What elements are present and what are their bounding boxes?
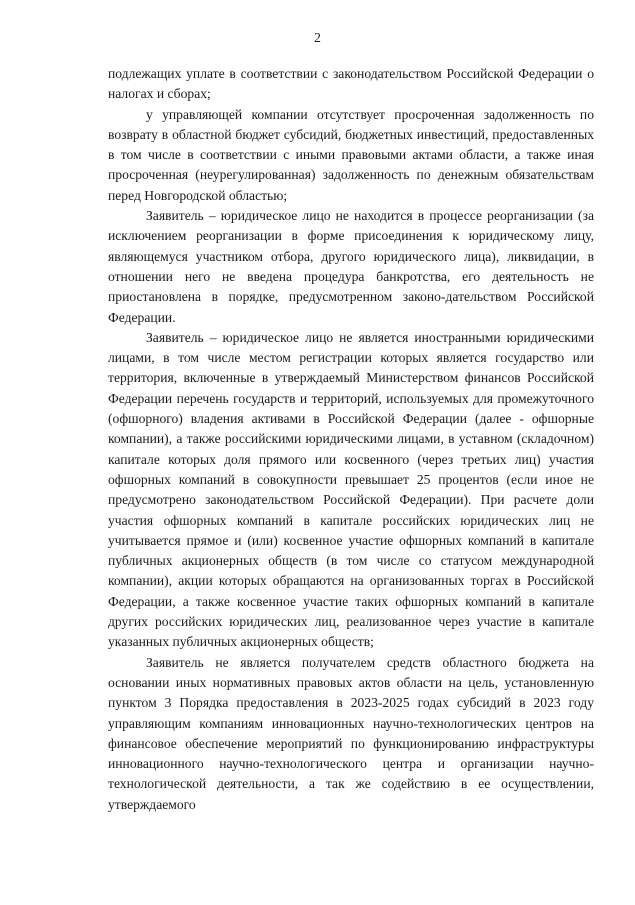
- paragraph-budget-recipient: Заявитель не является получателем средств областного бюджета на основании иных нормативных правовых актов области на цель, установленную пунктом 3 Порядка предоставления в 2023-2025 годах субсидий в 2023 году управляющим компаниям инновационных научно-технологических центров на финансовое обеспечение мероприятий по функционированию инфраструктуры инновационного научно-технологического центра и организации научно-технологической деятельности, а так же содействию в ее осуществлении, утверждаемого: [108, 654, 594, 812]
- paragraph-reorganization: Заявитель – юридическое лицо не находится в процессе реорганизации (за исключением реорганизации в форме присоединения к юридическому лицу, являющемуся участником отбора, другого юридического лица), ликвидации, в отношении него не введена процедура банкротства, его деятельность не приостановлена в порядке, предусмотренном законо-дательством Российской Федерации.: [108, 208, 594, 325]
- paragraph-offshore-companies: Заявитель – юридическое лицо не является иностранными юридическими лицами, в том числе местом регистрации которых является государство или территория, включенные в утверждаемый Министерством финансов Российской Федерации перечень государств и территорий, используемых для промежуточного (офшорного) владения активами в Российской Федерации (далее - офшорные компании), а также российскими юридическими лицами, в уставном (складочном) капитале которых доля прямого или косвенного (через третьих лиц) участия офшорных компаний в совокупности превышает 25 процентов (если иное не предусмотрено законодательством Российской Федерации). При расчете доли участия офшорных компаний в капитале российских юридических лиц не учитывается прямое и (или) косвенное участие офшорных компаний в капитале публичных акционерных обществ (в том числе со статусом международной компании), акции которых обращаются на организованных торгах в Российской Федерации, а также косвенное участие таких офшорных компаний в капитале других российских юридических лиц, реализованное через участие в капитале указанных публичных акционерных обществ;: [108, 329, 594, 650]
- paragraph-tax-continuation: подлежащих уплате в соответствии с законодательством Российской Федерации о налогах и сборах;: [108, 66, 594, 102]
- page-number: 2: [314, 30, 321, 45]
- document-body: [108, 64, 594, 815]
- paragraph-debt-obligations: у управляющей компании отсутствует просроченная задолженность по возврату в областной бюджет субсидий, бюджетных инвестиций, предоставленных в том числе в соответствии с иными правовыми актами области, а также иная просроченная (неурегулированная) задолженность по денежным обязательствам перед Новгородской областью;: [108, 106, 594, 203]
